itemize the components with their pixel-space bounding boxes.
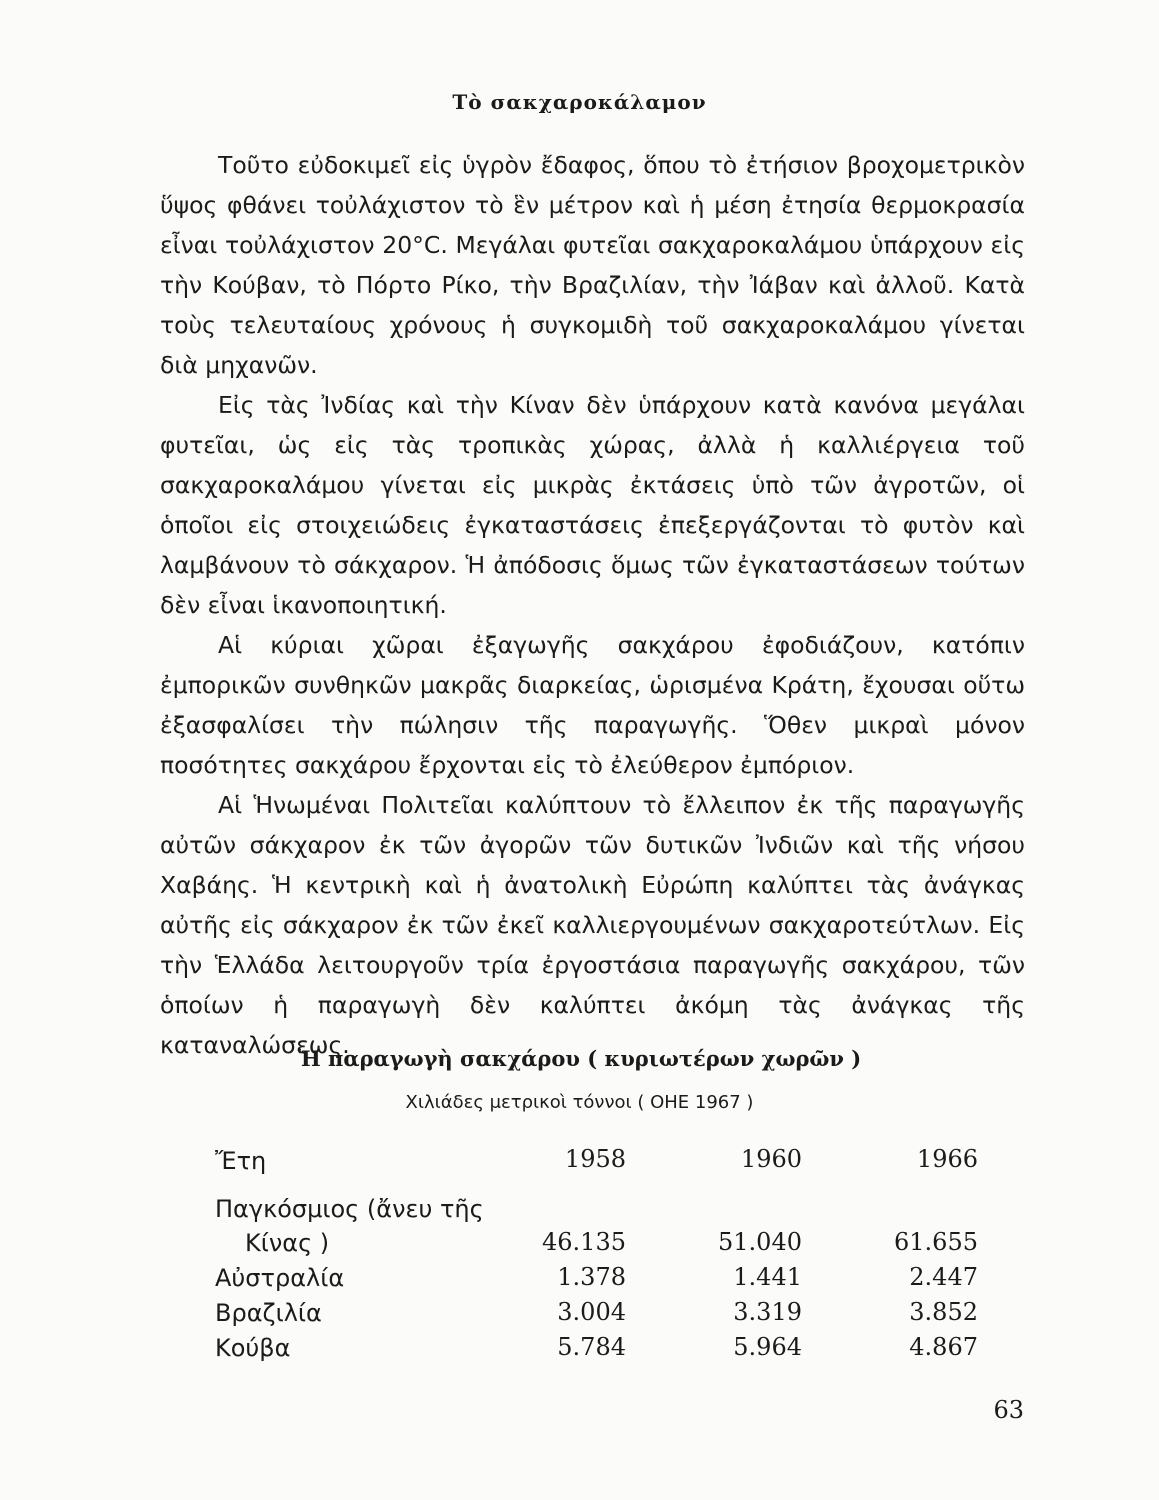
table-row-label: Βραζιλία (215, 1299, 322, 1327)
body-text (160, 145, 1025, 1065)
table-cell: 2.447 (909, 1263, 978, 1291)
table-header-label: Ἔτη (215, 1147, 267, 1175)
table-cell: 1.441 (733, 1263, 802, 1291)
table-title: Ἡ παραγωγὴ σακχάρου ( κυριωτέρων χωρῶν ) (297, 1046, 862, 1071)
table-cell: 51.040 (718, 1228, 802, 1256)
table-header-year: 1958 (564, 1145, 626, 1173)
table-row-label: Κούβα (215, 1334, 291, 1362)
table-cell: 1.378 (557, 1263, 626, 1291)
table-cell: 4.867 (909, 1333, 978, 1361)
table-row-label: Αὐστραλία (215, 1264, 345, 1292)
table-cell: 5.784 (557, 1333, 626, 1361)
paragraph: Αἱ κύριαι χῶραι ἐξαγωγῆς σακχάρου ἐφοδιάζουν, κατόπιν ἐμπορικῶν συνθηκῶν μακρᾶς διαρκείας, ὡρισμένα Κράτη, ἔχουσαι οὕτω ἐξασφαλίσει τὴν πώλησιν τῆς παραγωγῆς. Ὅθεν μικραὶ μόνον ποσότητες σακχάρου ἔρχονται εἰς τὸ ἐλεύθερον ἐμπόριον. (160, 631, 1025, 779)
table-cell: 3.004 (557, 1298, 626, 1326)
table-cell: 61.655 (894, 1228, 978, 1256)
table-row-label: Κίνας ) (245, 1229, 330, 1257)
paragraph: Τοῦτο εὐδοκιμεῖ εἰς ὑγρὸν ἔδαφος, ὅπου τὸ ἐτήσιον βροχομετρικὸν ὕψος φθάνει τοὐλάχιστον τὸ ἓν μέτρον καὶ ἡ μέση ἐτησία θερμοκρασία εἶναι τοὐλάχιστον 20°C. Μεγάλαι φυτεῖαι σακχαροκαλάμου ὑπάρχουν εἰς τὴν Κούβαν, τὸ Πόρτο Ρίκο, τὴν Βραζιλίαν, τὴν Ἰάβαν καὶ ἀλλοῦ. Κατὰ τοὺς τελευταίους χρόνους ἡ συγκομιδὴ τοῦ σακχαροκαλάμου γίνεται διὰ μηχανῶν. (160, 151, 1025, 379)
table-cell: 5.964 (733, 1333, 802, 1361)
page-number: 63 (993, 1396, 1024, 1424)
table-header-year: 1966 (916, 1145, 978, 1173)
table-cell: 3.319 (733, 1298, 802, 1326)
section-heading: Τὸ σακχαροκάλαμον (452, 90, 707, 114)
table-header-year: 1960 (740, 1145, 802, 1173)
paragraph: Αἱ Ἡνωμέναι Πολιτεῖαι καλύπτουν τὸ ἔλλειπον ἐκ τῆς παραγωγῆς αὐτῶν σάκχαρον ἐκ τῶν ἀγορῶν τῶν δυτικῶν Ἰνδιῶν καὶ τῆς νήσου Χαβάης. Ἡ κεντρικὴ καὶ ἡ ἀνατολικὴ Εὐρώπη καλύπτει τὰς ἀνάγκας αὐτῆς εἰς σάκχαρον ἐκ τῶν ἐκεῖ καλλιεργουμένων σακχαροτεύτλων. Εἰς τὴν Ἑλλάδα λειτουργοῦν τρία ἐργοστάσια παραγωγῆς σακχάρου, τῶν ὁποίων ἡ παραγωγὴ δὲν καλύπτει ἀκόμη τὰς ἀνάγκας τῆς καταναλώσεως. (160, 791, 1025, 1059)
paragraph: Εἰς τὰς Ἰνδίας καὶ τὴν Κίναν δὲν ὑπάρχουν κατὰ κανόνα μεγάλαι φυτεῖαι, ὡς εἰς τὰς τροπικὰς χώρας, ἀλλὰ ἡ καλλιέργεια τοῦ σακχαροκαλάμου γίνεται εἰς μικρὰς ἐκτάσεις ὑπὸ τῶν ἀγροτῶν, οἱ ὁποῖοι εἰς στοιχειώδεις ἐγκαταστάσεις ἐπεξεργάζονται τὸ φυτὸν καὶ λαμβάνουν τὸ σάκχαρον. Ἡ ἀπόδοσις ὅμως τῶν ἐγκαταστάσεων τούτων δὲν εἶναι ἱκανοποιητική. (160, 391, 1025, 619)
table-row-label: Παγκόσμιος (ἄνευ τῆς (215, 1195, 484, 1223)
table-cell: 46.135 (542, 1228, 626, 1256)
table-cell: 3.852 (909, 1298, 978, 1326)
table-subtitle: Χιλιάδες μετρικοὶ τόννοι ( ΟΗΕ 1967 ) (405, 1092, 754, 1113)
